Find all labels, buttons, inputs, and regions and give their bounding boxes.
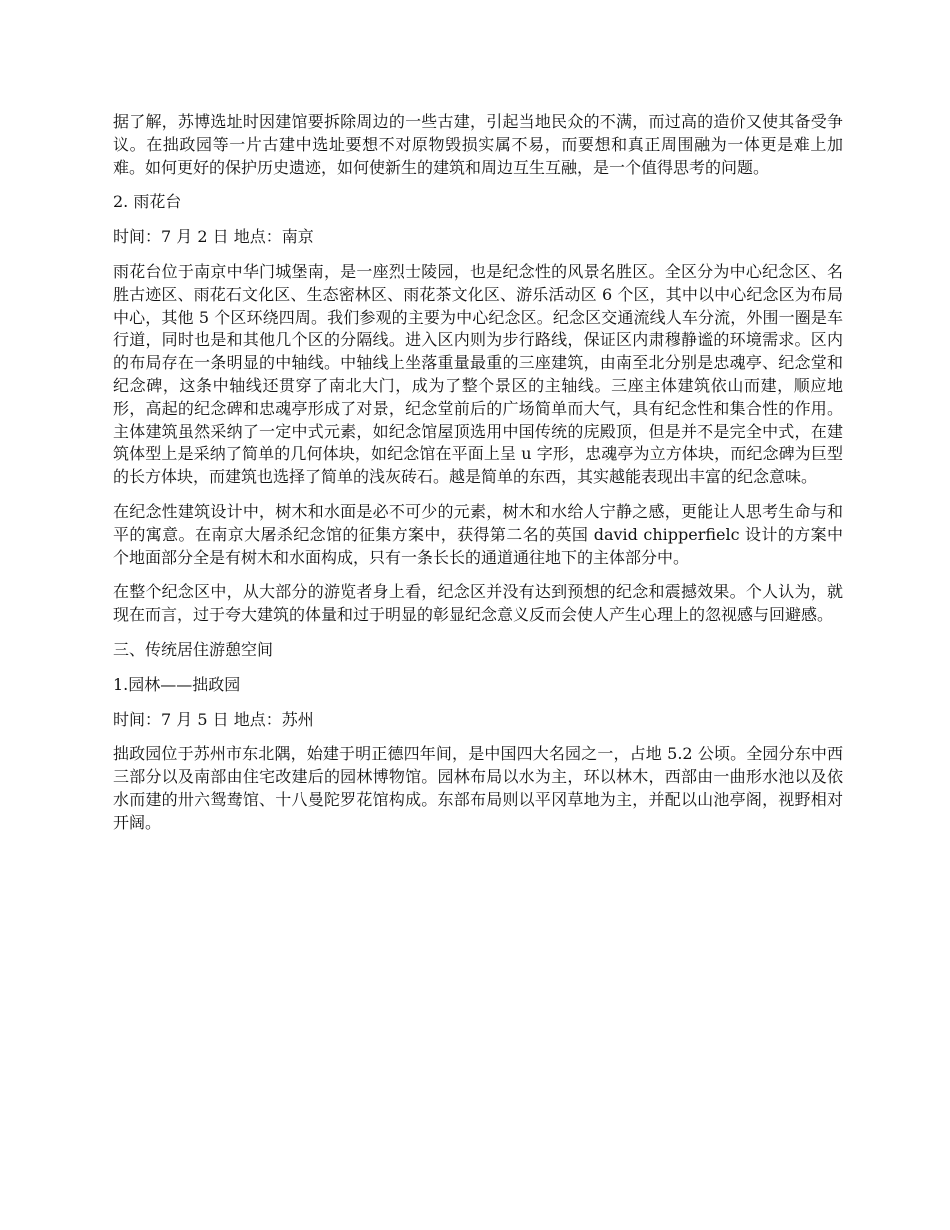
document-page — [113, 111, 843, 847]
paragraph-humble-administrator-garden: 拙政园位于苏州市东北隅，始建于明正德四年间，是中国四大名园之一，占地 5.2 公顷。全园分东中西三部分以及南部由住宅改建后的园林博物馆。园林布局以水为主，环以林木，西部由一曲形水池以及依水而建的卅六鸳鸯馆、十八曼陀罗花馆构成。东部布局则以平冈草地为主，并配以山池亭阁，视野相对开阔。 — [113, 744, 843, 832]
subsection-heading-humble-garden: 1.园林——拙政园 — [113, 674, 241, 694]
paragraph-memorial-evaluation: 在整个纪念区中，从大部分的游览者身上看，纪念区并没有达到预想的纪念和震撼效果。个人认为，就现在而言，过于夸大建筑的体量和过于明显的彰显纪念意义反而会使人产生心理上的忽视感与回避感。 — [113, 582, 843, 625]
paragraph-suzhou-museum-site: 据了解，苏博选址时因建馆要拆除周边的一些古建，引起当地民众的不满，而过高的造价又使其备受争议。在拙政园等一片古建中选址要想不对原物毁损实属不易，而要想和真正周围融为一体更是难上加难。如何更好的保护历史遗迹，如何使新生的建筑和周边互生互融，是一个值得思考的问题。 — [113, 112, 843, 177]
section-heading-yuhuatai: 2. 雨花台 — [113, 192, 182, 212]
paragraph-trees-and-water: 在纪念性建筑设计中，树木和水面是必不可少的元素，树木和水给人宁静之感，更能让人思考生命与和平的寓意。在南京大屠杀纪念馆的征集方案中，获得第二名的英国 david chipperfielc 设计的方案中个地面部分全是有树木和水面构成，只有一条长长的通道通往地下的主体部分中。 — [113, 501, 843, 567]
visit-time-location-suzhou: 时间：7 月 5 日 地点：苏州 — [113, 709, 314, 729]
visit-time-location-yuhuatai: 时间：7 月 2 日 地点：南京 — [113, 227, 314, 247]
paragraph-yuhuatai-layout: 雨花台位于南京中华门城堡南，是一座烈士陵园，也是纪念性的风景名胜区。全区分为中心纪念区、名胜古迹区、雨花石文化区、生态密林区、雨花茶文化区、游乐活动区 6 个区，其中以中心纪念区为布局中心，其他 5 个区环绕四周。我们参观的主要为中心纪念区。纪念区交通流线人车分流，外围一圈是车行道，同时也是和其他几个区的分隔线。进入区内则为步行路线，保证区内肃穆静谧的环境需求。区内的布局存在一条明显的中轴线。中轴线上坐落重量最重的三座建筑，由南至北分别是忠魂亭、纪念堂和纪念碑，这条中轴线还贯穿了南北大门，成为了整个景区的主轴线。三座主体建筑依山而建，顺应地形，高起的纪念碑和忠魂亭形成了对景，纪念堂前后的广场简单而大气，具有纪念性和集合性的作用。主体建筑虽然采纳了一定中式元素，如纪念馆屋顶选用中国传统的庑殿顶，但是并不是完全中式，在建筑体型上是采纳了简单的几何体块，如纪念馆在平面上呈 u 字形，忠魂亭为立方体块，而纪念碑为巨型的长方体块，而建筑也选择了简单的浅灰砖石。越是简单的东西，其实越能表现出丰富的纪念意味。 — [113, 261, 843, 487]
section-heading-traditional-space: 三、传统居住游憩空间 — [113, 639, 274, 659]
